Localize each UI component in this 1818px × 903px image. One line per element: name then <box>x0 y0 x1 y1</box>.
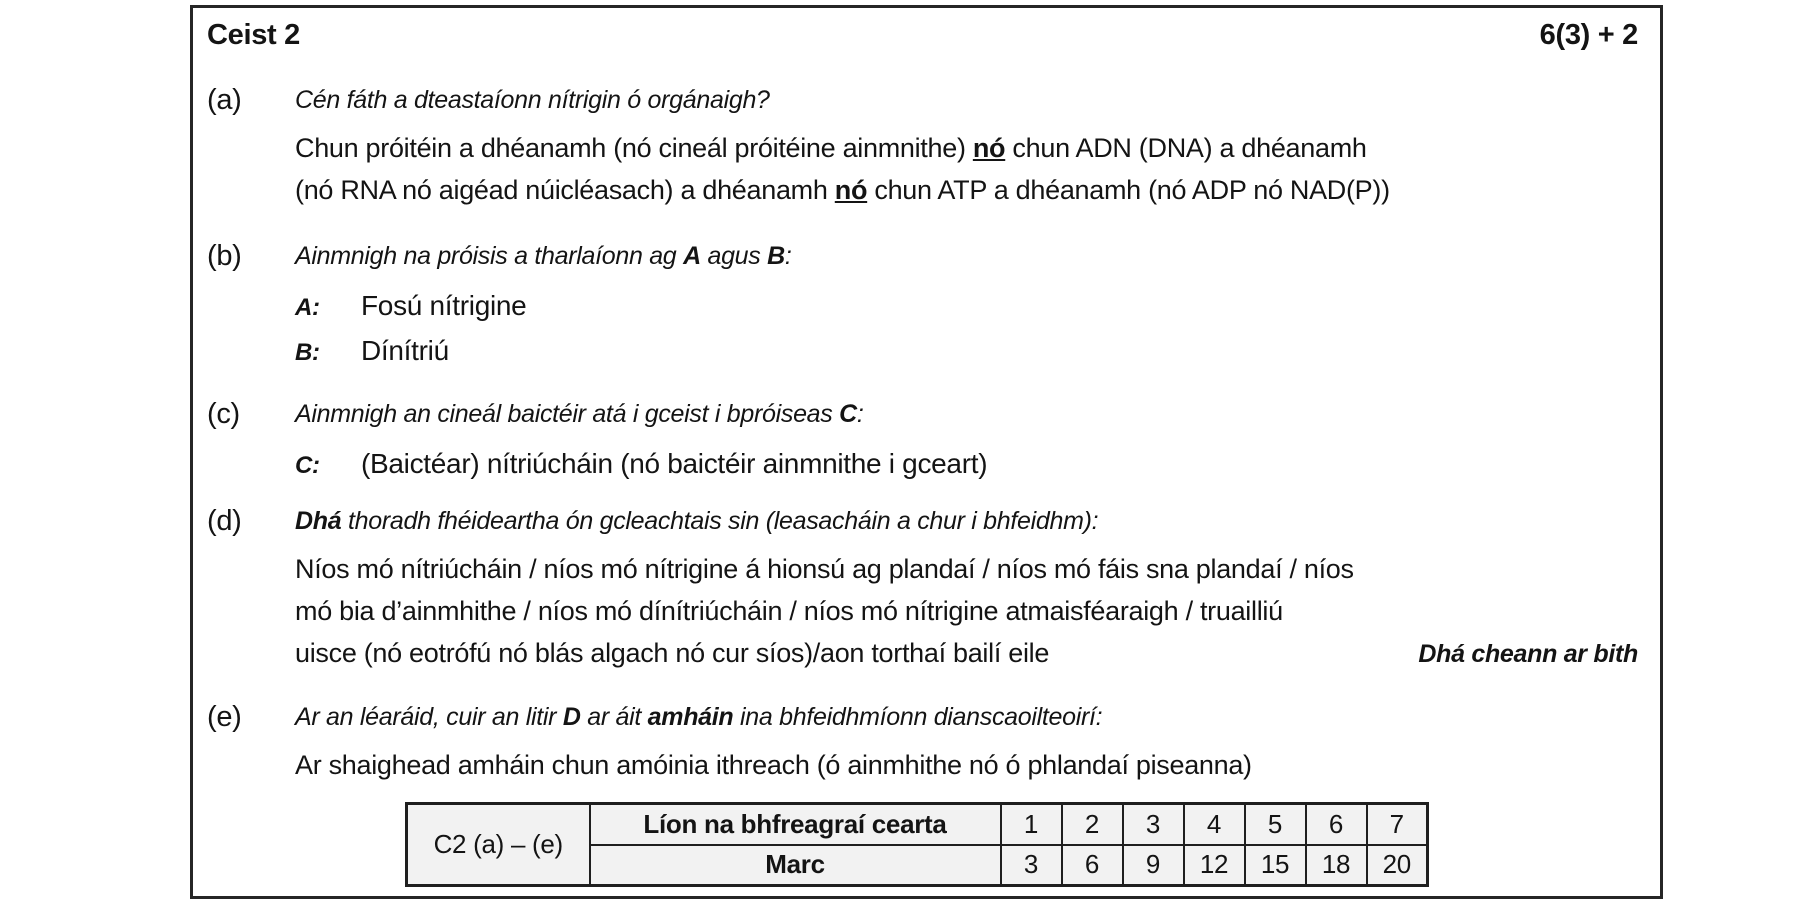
counts-cell-4: 4 <box>1184 804 1245 845</box>
section-b-item-b <box>295 328 1640 373</box>
section-d-answer-line1: Níos mó nítriúcháin / níos mó nítrigine á hionsú ag plandaí / níos mó fáis sna plandaí / níos <box>295 554 1354 584</box>
text-segment: Ar an léaráid, cuir an litir <box>295 703 563 731</box>
counts-cell-6: 6 <box>1306 804 1367 845</box>
text-segment: amháin <box>647 703 734 731</box>
text-segment: (nó RNA nó aigéad núicléasach) a dhéanamh <box>295 175 835 205</box>
section-c <box>193 397 1660 486</box>
section-d-label: (d) <box>207 505 242 537</box>
text-segment: chun ADN (DNA) a dhéanamh <box>1005 133 1367 163</box>
text-segment: D <box>562 703 581 731</box>
section-a-question <box>295 83 1640 117</box>
marking-scheme-box <box>190 5 1663 899</box>
marks-table-row-counts <box>407 804 1428 845</box>
section-a-answer-line2 <box>295 169 1640 211</box>
counts-cell-7: 7 <box>1367 804 1428 845</box>
section-e-answer: Ar shaighead amháin chun amóinia ithreach (ó ainmhithe nó ó phlandaí piseanna) <box>295 750 1252 780</box>
section-b <box>193 239 1660 373</box>
text-segment: Chun próitéin a dhéanamh (nó cineál próitéine ainmnithe) <box>295 133 973 163</box>
marks-table <box>405 802 1429 887</box>
section-b-body <box>295 239 1660 373</box>
section-d-question <box>295 504 1640 538</box>
counts-cell-1: 1 <box>1001 804 1062 845</box>
counts-cell-5: 5 <box>1245 804 1306 845</box>
text-segment: : <box>784 242 792 270</box>
section-d-note: Dhá cheann ar bith <box>1418 640 1638 668</box>
section-e-question <box>295 700 1640 734</box>
section-a <box>193 83 1660 211</box>
section-b-label: (b) <box>207 240 242 272</box>
text-segment: nó <box>972 133 1006 163</box>
section-d-answer-line3-text: uisce (nó eotrófú nó blás algach nó cur síos)/aon torthaí bailí eile <box>295 638 1050 668</box>
item-a-prefix: A: <box>295 294 320 321</box>
question-header <box>193 8 1660 53</box>
section-e <box>193 700 1660 786</box>
text-segment: B <box>767 242 785 270</box>
marc-cell-4: 12 <box>1184 845 1245 886</box>
text-segment: thoradh fhéideartha ón gcleachtais sin (leasacháin a chur i bhfeidhm): <box>341 507 1099 535</box>
marks-table-question-label: C2 (a) – (e) <box>407 804 590 886</box>
marc-cell-3: 9 <box>1123 845 1184 886</box>
text-segment: Ainmnigh na próisis a tharlaíonn ag <box>295 242 684 270</box>
marks-table-marc-header: Marc <box>590 845 1001 886</box>
section-e-body <box>295 700 1660 786</box>
section-a-answer-line1 <box>295 127 1640 169</box>
section-a-label: (a) <box>207 84 242 116</box>
section-d-body <box>295 504 1660 675</box>
text-segment: Ainmnigh an cineál baictéir atá i gceist i bpróiseas <box>295 400 840 428</box>
section-d-answer-line3 <box>295 632 1640 675</box>
text-segment: Cén fáth a dteastaíonn nítrigin ó orgánaigh? <box>295 86 770 114</box>
section-b-question <box>295 239 1640 273</box>
section-a-body <box>295 83 1660 211</box>
text-segment: A <box>683 242 701 270</box>
marc-cell-1: 3 <box>1001 845 1062 886</box>
text-segment: chun ATP a dhéanamh (nó ADP nó NAD(P)) <box>867 175 1390 205</box>
section-d <box>193 504 1660 675</box>
text-segment: agus <box>700 242 768 270</box>
counts-cell-3: 3 <box>1123 804 1184 845</box>
section-c-label: (c) <box>207 398 240 430</box>
text-segment: ina bhfeidhmíonn dianscaoilteoirí: <box>733 703 1103 731</box>
section-c-question <box>295 397 1640 431</box>
text-segment: Dhá <box>295 507 342 535</box>
text-segment: ar áit <box>580 703 648 731</box>
item-c-prefix: C: <box>295 452 320 479</box>
item-a-answer: Fosú nítrigine <box>361 290 527 321</box>
marc-cell-6: 18 <box>1306 845 1367 886</box>
item-c-answer: (Baictéar) nítriúcháin (nó baictéir ainmnithe i gceart) <box>361 448 988 479</box>
section-c-item-c <box>295 441 1640 486</box>
section-d-answer-line2: mó bia d’ainmhithe / níos mó dínítriúcháin / níos mó nítrigine atmaisféaraigh / truailliú <box>295 596 1283 626</box>
item-b-answer: Dínítriú <box>361 335 449 366</box>
marc-cell-5: 15 <box>1245 845 1306 886</box>
item-b-prefix: B: <box>295 339 320 366</box>
question-title: Ceist 2 <box>207 19 300 51</box>
text-segment: C <box>839 400 857 428</box>
section-b-item-a <box>295 283 1640 328</box>
text-segment: nó <box>834 175 868 205</box>
marks-table-counts-header: Líon na bhfreagraí cearta <box>590 804 1001 845</box>
question-marks: 6(3) + 2 <box>1539 19 1638 51</box>
counts-cell-2: 2 <box>1062 804 1123 845</box>
marc-cell-2: 6 <box>1062 845 1123 886</box>
text-segment: : <box>856 400 864 428</box>
marc-cell-7: 20 <box>1367 845 1428 886</box>
section-e-label: (e) <box>207 701 242 733</box>
section-c-body <box>295 397 1660 486</box>
